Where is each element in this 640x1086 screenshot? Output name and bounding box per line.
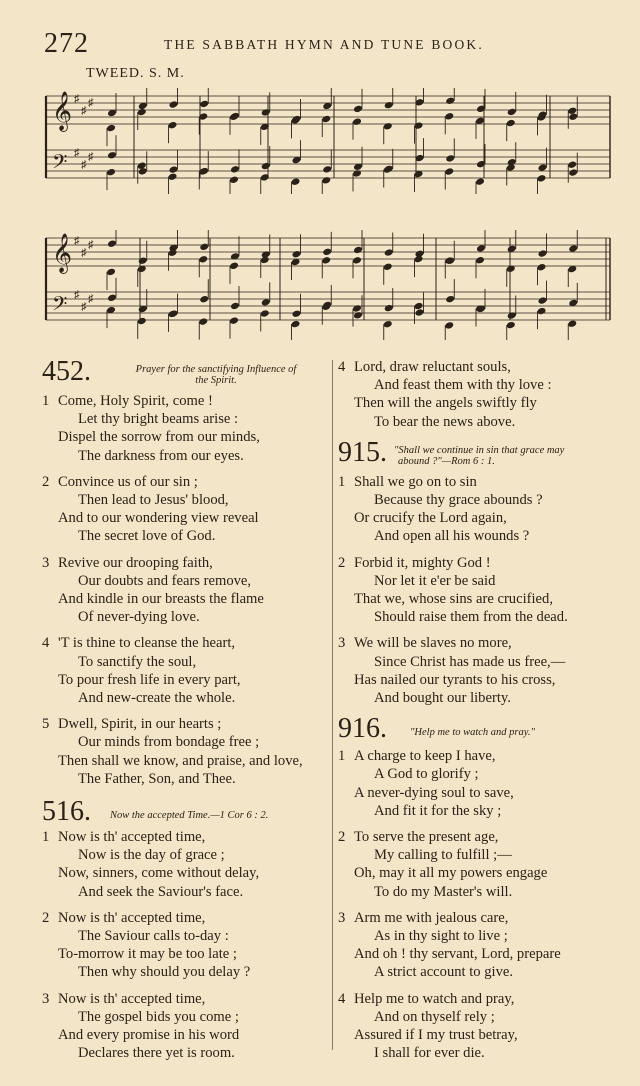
hymn-title-line: Now the accepted Time.—1 Cor 6 : 2. xyxy=(110,810,269,822)
verse-line: Assured if I my trust betray, xyxy=(354,1027,518,1044)
verse-line xyxy=(42,392,334,410)
hymn-title-line: Prayer for the sanctifying Influence of xyxy=(135,364,297,375)
verse-line: To bear the news above. xyxy=(374,413,516,430)
verse-line: And open all his wounds ? xyxy=(374,528,530,545)
verse-line: The Father, Son, and Thee. xyxy=(78,770,236,787)
note-head xyxy=(352,304,362,313)
sharp-icon: ♯ xyxy=(88,151,94,163)
sharp-icon: ♯ xyxy=(88,293,94,305)
verse-text: Now is th' accepted time, xyxy=(58,909,206,926)
stanza-number: 2 xyxy=(42,473,50,490)
hymn-452 xyxy=(42,358,334,788)
note-head xyxy=(168,121,178,130)
note-head xyxy=(261,162,271,171)
note-head xyxy=(475,177,485,186)
stanza xyxy=(42,715,334,788)
stanza-list xyxy=(42,828,334,1062)
note-head xyxy=(321,115,331,124)
sharp-icon: ♯ xyxy=(74,289,80,301)
score-system-1 xyxy=(44,88,612,194)
note-head xyxy=(507,108,517,117)
stanza xyxy=(338,828,630,901)
verse-text: Lord, draw reluctant souls, xyxy=(354,359,511,375)
verse-line: To sanctify the soul, xyxy=(78,653,197,670)
note-head xyxy=(414,255,424,264)
note-head xyxy=(198,255,208,264)
note-head xyxy=(414,302,424,311)
stanza xyxy=(338,358,630,431)
note-head xyxy=(199,243,209,252)
verse-line: The secret love of God. xyxy=(78,528,216,545)
verse-text: To serve the present age, xyxy=(354,829,499,846)
stanza-number: 2 xyxy=(338,554,346,571)
note-head xyxy=(383,122,393,131)
stanza-number: 4 xyxy=(338,990,346,1007)
verse-text: We will be slaves no more, xyxy=(354,635,512,652)
note-head xyxy=(106,168,116,177)
verse-line: Let thy bright beams arise : xyxy=(78,411,239,428)
note-head xyxy=(384,101,394,110)
verse-line: My calling to fulfill ;— xyxy=(374,847,512,864)
note-head xyxy=(352,117,362,126)
verse-text: Come, Holy Spirit, come ! xyxy=(58,393,213,409)
note-head xyxy=(506,119,516,128)
note-head xyxy=(537,307,547,316)
hymn-title xyxy=(394,445,564,467)
note-head xyxy=(538,296,548,305)
bass-clef-icon: 𝄢 xyxy=(52,292,68,320)
note-head xyxy=(322,165,332,174)
hymn-number: 452. xyxy=(42,356,91,387)
hymn-452-continued xyxy=(338,358,630,431)
note-head xyxy=(476,244,486,253)
note-head xyxy=(107,239,117,248)
note-head xyxy=(137,108,147,117)
verse-text: Convince us of our sin ; xyxy=(58,473,198,490)
note-head xyxy=(229,262,239,271)
verse-line xyxy=(42,909,334,927)
note-head xyxy=(229,176,239,185)
verse-line: Or crucify the Lord again, xyxy=(354,510,507,527)
note-head xyxy=(353,105,363,114)
stanza xyxy=(42,828,334,901)
hymn-916 xyxy=(338,715,630,1062)
sharp-icon: ♯ xyxy=(81,247,87,259)
note-head xyxy=(507,311,517,320)
hymn-number: 516. xyxy=(42,796,91,828)
hymn-title xyxy=(410,727,535,738)
note-head xyxy=(230,165,240,174)
music-staves xyxy=(44,88,612,194)
note-head xyxy=(353,311,363,320)
stanza-number: 1 xyxy=(42,829,50,846)
note-head xyxy=(169,165,179,174)
note-head xyxy=(415,308,425,317)
stanza-number: 3 xyxy=(42,990,50,1007)
bass-clef-icon: 𝄢 xyxy=(52,150,68,178)
hymn-title xyxy=(98,364,334,386)
stanza-number: 2 xyxy=(338,829,346,846)
stanza xyxy=(338,909,630,982)
stanza-list xyxy=(42,392,334,788)
note-head xyxy=(261,108,271,117)
note-head xyxy=(138,256,148,265)
sharp-icon: ♯ xyxy=(88,239,94,251)
verse-line: And fit it for the sky ; xyxy=(374,802,502,819)
page-number: 272 xyxy=(44,28,89,59)
verse-line xyxy=(42,828,334,846)
verse-line: That we, whose sins are crucified, xyxy=(354,591,553,608)
verse-line: Our minds from bondage free ; xyxy=(78,734,260,751)
verse-line: The Saviour calls to-day : xyxy=(78,928,229,945)
note-head xyxy=(445,154,455,163)
note-head xyxy=(107,294,117,303)
stanza-number: 2 xyxy=(42,909,50,926)
verse-line: A strict account to give. xyxy=(374,964,514,981)
verse-line: The darkness from our eyes. xyxy=(78,447,244,464)
verse-text: 'T is thine to cleanse the heart, xyxy=(58,635,236,652)
verse-line: Of never-dying love. xyxy=(78,609,200,626)
note-head xyxy=(137,317,147,326)
verse-line xyxy=(338,909,630,927)
verse-line: To-morrow it may be too late ; xyxy=(58,946,237,963)
note-head xyxy=(230,302,240,311)
verse-line: To do my Master's will. xyxy=(374,883,513,900)
stanza xyxy=(42,554,334,627)
note-head xyxy=(537,174,547,183)
sharp-icon: ♯ xyxy=(74,93,80,105)
verse-line: The gospel bids you come ; xyxy=(78,1008,239,1025)
verse-line xyxy=(42,473,334,491)
note-head xyxy=(353,246,363,255)
stanza-number: 3 xyxy=(42,554,50,571)
stanza xyxy=(338,473,630,546)
note-head xyxy=(106,268,116,277)
tune-name: TWEED. S. M. xyxy=(86,66,185,81)
verse-text: Arm me with jealous care, xyxy=(354,909,509,926)
note-head xyxy=(506,321,516,330)
verse-line: Nor let it e'er be said xyxy=(374,572,496,589)
note-head xyxy=(199,100,209,109)
stanza xyxy=(42,473,334,546)
stanza-number: 4 xyxy=(338,359,346,375)
running-title: THE SABBATH HYMN AND TUNE BOOK. xyxy=(164,37,484,52)
verse-line xyxy=(338,634,630,652)
verse-text: Forbid it, mighty God ! xyxy=(354,554,491,571)
note-head xyxy=(444,321,454,330)
note-head xyxy=(475,256,485,265)
verse-line: Has nailed our tyrants to his cross, xyxy=(354,671,556,688)
verse-text: Now is th' accepted time, xyxy=(58,990,206,1007)
hymn-title xyxy=(110,810,268,821)
note-head xyxy=(107,151,117,160)
verse-line: Declares there yet is room. xyxy=(78,1045,235,1062)
verse-line xyxy=(338,358,630,376)
verse-line: A never-dying soul to save, xyxy=(354,784,514,801)
treble-clef-icon: 𝄞 xyxy=(52,91,73,131)
stanza xyxy=(42,990,334,1063)
note-head xyxy=(352,256,362,265)
stanza xyxy=(338,747,630,820)
left-column xyxy=(42,358,334,1071)
verse-line: Then why should you delay ? xyxy=(78,964,251,981)
note-head xyxy=(260,309,270,318)
note-head xyxy=(445,295,455,304)
hymn-number: 916. xyxy=(338,713,387,745)
hymn-title-line: the Spirit. xyxy=(195,375,237,386)
note-head xyxy=(506,163,516,172)
verse-line: Our doubts and fears remove, xyxy=(78,572,252,589)
note-head xyxy=(475,304,485,313)
page-header xyxy=(44,28,600,58)
verse-text: Now is th' accepted time, xyxy=(58,829,206,846)
hymn-title-line: "Shall we continue in sin that grace may xyxy=(394,444,565,456)
sharp-icon: ♯ xyxy=(81,159,87,171)
verse-line: To pour fresh life in every part, xyxy=(58,671,241,688)
hymn-915 xyxy=(338,436,630,707)
note-head xyxy=(292,250,302,259)
hymn-title-line: abound ?"—Rom 6 : 1. xyxy=(398,455,495,467)
verse-line: And oh ! thy servant, Lord, prepare xyxy=(354,946,561,963)
verse-text: Shall we go on to sin xyxy=(354,473,477,490)
verse-line: And on thyself rely ; xyxy=(374,1008,495,1025)
note-head xyxy=(198,317,208,326)
hymn-title-line: "Help me to watch and pray." xyxy=(410,727,535,739)
verse-line xyxy=(42,634,334,652)
verse-line: Dispel the sorrow from our minds, xyxy=(58,429,260,446)
verse-line: Then lead to Jesus' blood, xyxy=(78,492,229,509)
verse-line: Now is the day of grace ; xyxy=(78,847,225,864)
verse-line: And feast them with thy love : xyxy=(374,377,552,394)
verse-line xyxy=(338,747,630,765)
note-head xyxy=(322,248,332,257)
verse-line: Then will the angels swiftly fly xyxy=(354,395,537,412)
note-head xyxy=(384,304,394,313)
verse-line: Now, sinners, come without delay, xyxy=(58,865,260,882)
verse-line xyxy=(42,715,334,733)
stanza-number: 4 xyxy=(42,635,50,652)
sharp-icon: ♯ xyxy=(81,105,87,117)
sharp-icon: ♯ xyxy=(74,235,80,247)
verse-line: Because thy grace abounds ? xyxy=(374,492,543,509)
note-head xyxy=(291,320,301,329)
verse-line: Then shall we know, and praise, and love, xyxy=(58,752,303,769)
right-column xyxy=(338,358,630,1071)
note-head xyxy=(444,112,454,121)
note-head xyxy=(538,249,548,258)
note-head xyxy=(384,248,394,257)
verse-line: As in thy sight to live ; xyxy=(374,928,508,945)
verse-line: And to our wondering view reveal xyxy=(58,510,259,527)
verse-line xyxy=(338,828,630,846)
verse-text: A charge to keep I have, xyxy=(354,748,496,765)
verse-text: Help me to watch and pray, xyxy=(354,990,515,1007)
verse-line xyxy=(338,990,630,1008)
stanza xyxy=(338,634,630,707)
note-head xyxy=(445,97,455,106)
note-head xyxy=(567,160,577,169)
stanza-number: 1 xyxy=(338,473,346,490)
note-head xyxy=(383,263,393,272)
verse-line: And every promise in his word xyxy=(58,1027,240,1044)
note-head xyxy=(568,244,578,253)
treble-clef-icon: 𝄞 xyxy=(52,233,73,273)
note-head xyxy=(321,176,331,185)
note-head xyxy=(291,177,301,186)
verse-line: I shall for ever die. xyxy=(374,1045,485,1062)
stanza-number: 3 xyxy=(338,909,346,926)
stanza-list xyxy=(338,473,630,707)
verse-line: Since Christ has made us free,— xyxy=(374,653,566,670)
verse-line: Oh, may it all my powers engage xyxy=(354,865,548,882)
note-head xyxy=(414,121,424,130)
stanza xyxy=(42,392,334,465)
verse-line xyxy=(42,990,334,1008)
verse-line xyxy=(338,554,630,572)
stanza-number: 5 xyxy=(42,716,50,733)
sharp-icon: ♯ xyxy=(81,301,87,313)
note-head xyxy=(568,168,578,177)
stanza-list xyxy=(338,747,630,1062)
verse-line: And kindle in our breasts the flame xyxy=(58,591,264,608)
note-head xyxy=(260,256,270,265)
note-head xyxy=(383,320,393,329)
note-head xyxy=(199,295,209,304)
verse-line xyxy=(42,554,334,572)
stanza xyxy=(42,909,334,982)
hymn-516 xyxy=(42,798,334,1062)
note-head xyxy=(352,169,362,178)
verse-line: And bought our liberty. xyxy=(374,690,511,707)
stanza-number: 1 xyxy=(42,393,50,409)
stanza xyxy=(338,990,630,1063)
music-staves xyxy=(44,230,612,340)
verse-line: And seek the Saviour's face. xyxy=(78,883,244,900)
note-head xyxy=(169,100,179,109)
verse-line: Should raise them from the dead. xyxy=(374,609,568,626)
note-head xyxy=(168,172,178,181)
note-head xyxy=(321,256,331,265)
verse-line: A God to glorify ; xyxy=(374,766,479,783)
note-head xyxy=(106,124,116,133)
stanza xyxy=(338,554,630,627)
note-head xyxy=(444,256,454,265)
sharp-icon: ♯ xyxy=(88,97,94,109)
hymn-number: 915. xyxy=(338,436,387,468)
stanza-number: 1 xyxy=(338,748,346,765)
note-head xyxy=(568,112,578,121)
note-head xyxy=(537,263,547,272)
verse-text: Revive our drooping faith, xyxy=(58,554,213,571)
verse-line xyxy=(338,473,630,491)
sharp-icon: ♯ xyxy=(74,147,80,159)
note-head xyxy=(444,167,454,176)
note-head xyxy=(292,309,302,318)
stanza xyxy=(42,634,334,707)
note-head xyxy=(567,107,577,116)
verse-line: And new-create the whole. xyxy=(78,690,236,707)
stanza-list xyxy=(338,358,630,431)
score-system-2 xyxy=(44,230,612,340)
note-head xyxy=(567,319,577,328)
note-head xyxy=(229,316,239,325)
verse-text: Dwell, Spirit, in our hearts ; xyxy=(58,716,222,733)
stanza-number: 3 xyxy=(338,635,346,652)
